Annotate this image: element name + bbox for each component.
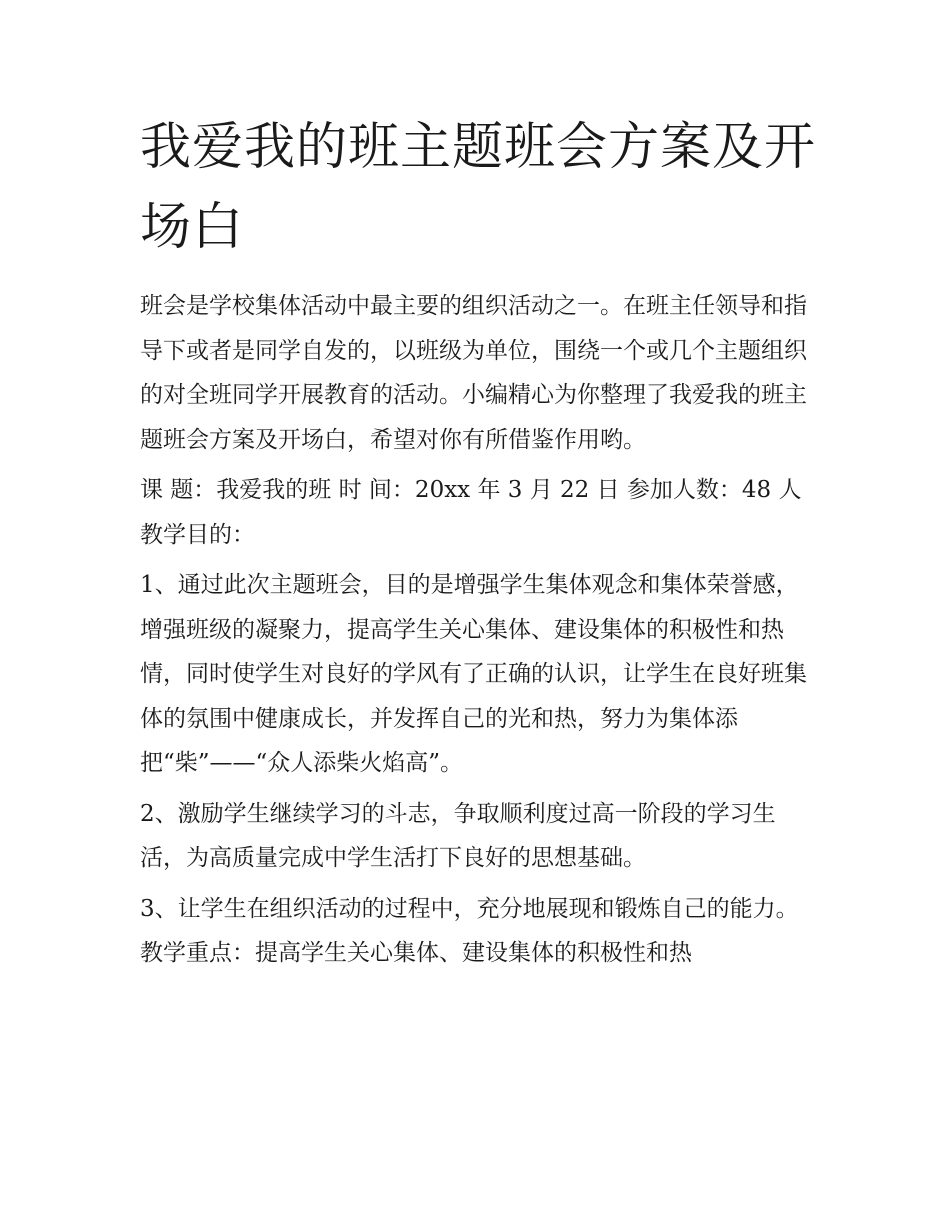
paragraph-goal-2: 2、激励学生继续学习的斗志，争取顺利度过高一阶段的学习生活，为高质量完成中学生活打下良好的思想基础。 [140,800,776,871]
paragraph-goal-1: 1、通过此次主题班会，目的是增强学生集体观念和集体荣誉感，增强班级的凝聚力，提高学生关心集体、建设集体的积极性和热情，同时使学生对良好的学风有了正确的认识，让学生在良好班集体的氛围中健康成长，并发挥自己的光和热，努力为集体添把“柴”——“众人添柴火焰高”。 [140,572,807,776]
paragraph-intro: 班会是学校集体活动中最主要的组织活动之一。在班主任领导和指导下或者是同学自发的，以班级为单位，围绕一个或几个主题组织的对全班同学开展教育的活动。小编精心为你整理了我爱我的班主题班会方案及开场白，希望对你有所借鉴作用哟。 [140,293,807,453]
document-title: 我爱我的班主题班会方案及开场白 [140,118,817,257]
paragraph-course-info: 课 题：我爱我的班 时 间：20xx 年 3 月 22 日 参加人数：48 人 教学目的： [140,477,802,548]
paragraph-goal-3: 3、让学生在组织活动的过程中，充分地展现和锻炼自己的能力。 教学重点：提高学生关心集体、建设集体的积极性和热 [140,895,799,966]
document-page [140,108,820,976]
